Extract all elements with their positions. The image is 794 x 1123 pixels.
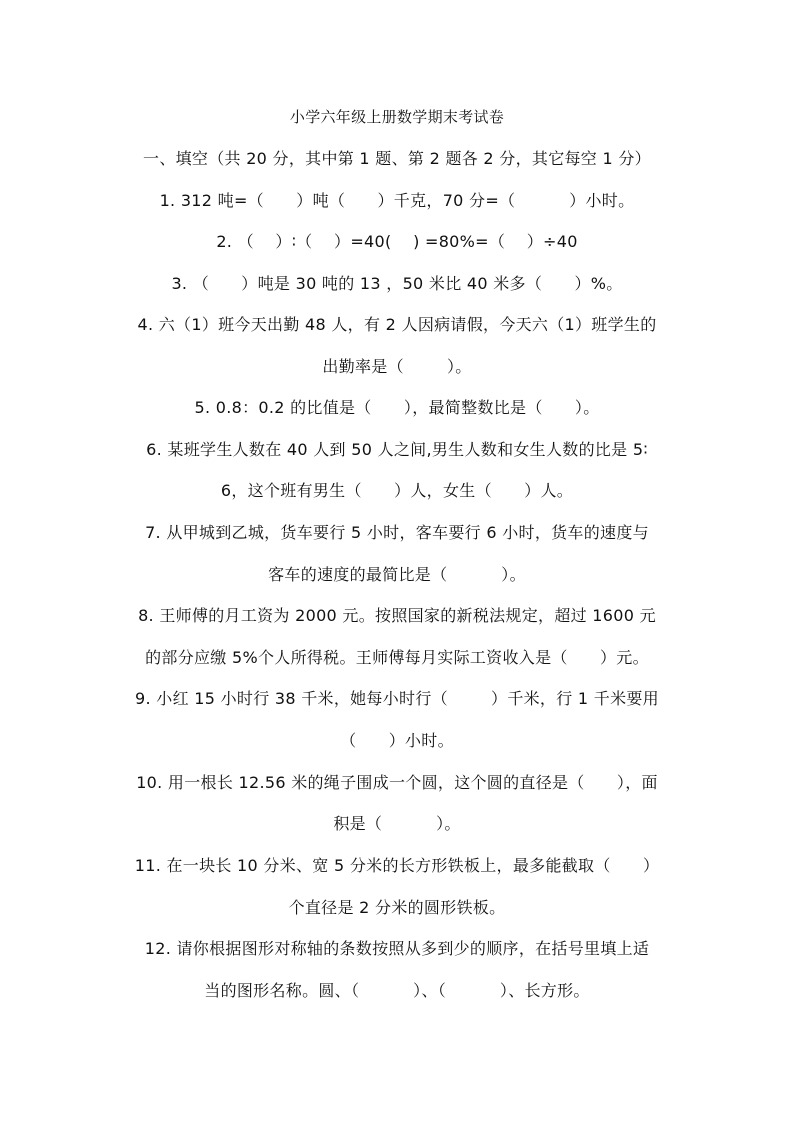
question-8-cont: 的部分应缴 5%个人所得税。王师傅每月实际工资收入是（ ）元。 [145,648,649,667]
question-4: 4. 六（1）班今天出勤 48 人，有 2 人因病请假，今天六（1）班学生的 [137,315,657,334]
question-6-cont: 6，这个班有男生（ ）人，女生（ ）人。 [220,481,574,500]
question-10: 10. 用一根长 12.56 米的绳子围成一个圆，这个圆的直径是（ ），面 [136,773,658,792]
question-4-cont: 出勤率是（ ）。 [322,357,472,376]
question-6: 6. 某班学生人数在 40 人到 50 人之间,男生人数和女生人数的比是 5∶ [146,440,648,459]
question-1: 1. 312 吨=（ ）吨（ ）千克，70 分=（ ）小时。 [159,191,635,210]
question-3: 3. （ ）吨是 30 吨的 13 ，50 米比 40 米多（ ）%。 [171,274,623,293]
question-10-cont: 积是（ ）。 [333,814,461,833]
question-12: 12. 请你根据图形对称轴的条数按照从多到少的顺序，在括号里填上适 [144,939,650,958]
exam-title: 小学六年级上册数学期末考试卷 [289,108,505,126]
section-heading: 一、填空（共 20 分，其中第 1 题、第 2 题各 2 分，其它每空 1 分） [143,149,651,168]
question-5: 5. 0.8：0.2 的比值是（ ），最简整数比是（ ）。 [194,398,600,417]
question-9-cont: （ ）小时。 [340,731,454,750]
question-11-cont: 个直径是 2 分米的圆形铁板。 [288,898,506,917]
question-7: 7. 从甲城到乙城，货车要行 5 小时，客车要行 6 小时，货车的速度与 [145,523,649,542]
question-9: 9. 小红 15 小时行 38 千米，她每小时行（ ）千米，行 1 千米要用 [135,689,659,708]
question-2: 2. （ ）∶（ ）=40( ) =80%=（ ）÷40 [216,232,578,251]
question-8: 8. 王师傅的月工资为 2000 元。按照国家的新税法规定，超过 1600 元 [138,606,656,625]
question-7-cont: 客车的速度的最简比是（ ）。 [268,565,526,584]
question-11: 11. 在一块长 10 分米、宽 5 分米的长方形铁板上，最多能截取（ ） [134,856,660,875]
question-12-cont: 当的图形名称。圆、（ ）、（ ）、长方形。 [204,981,590,1000]
